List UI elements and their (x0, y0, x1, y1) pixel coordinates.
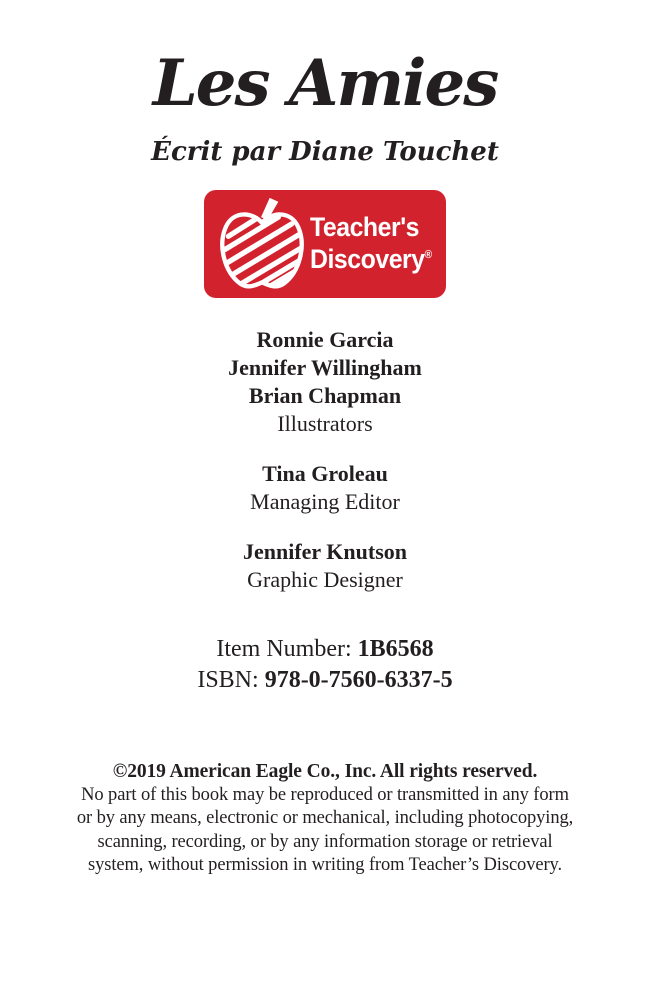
copyright-body-line: scanning, recording, or by any information storage or retrieval (97, 831, 553, 852)
copyright-notice (0, 760, 650, 878)
isbn-value: 978-0-7560-6337-5 (264, 667, 453, 693)
copyright-body-line: No part of this book may be reproduced or transmitted in any form (81, 784, 569, 805)
item-number-line (0, 634, 650, 665)
credit-block-graphic-designer (0, 538, 650, 594)
logo-word-discovery: Discovery® (310, 244, 433, 274)
credit-role: Graphic Designer (247, 567, 403, 592)
copyright-body-line: system, without permission in writing from Teacher’s Discovery. (87, 855, 562, 875)
author-line: Écrit par Diane Touchet (151, 137, 499, 167)
copyright-line: ©2019 American Eagle Co., Inc. All rights reserved. (112, 761, 538, 782)
item-number-label: Item Number: (216, 636, 352, 662)
isbn-label: ISBN: (197, 667, 259, 693)
credit-block-illustrators (0, 326, 650, 438)
credit-name: Tina Groleau (262, 461, 388, 486)
product-info (0, 634, 650, 696)
credit-name: Jennifer Willingham (228, 355, 422, 380)
credit-role: Illustrators (277, 411, 373, 436)
credits-section (0, 326, 650, 616)
registered-trademark-symbol: ® (424, 249, 433, 261)
book-title: Les Amies (152, 46, 498, 121)
credit-name: Ronnie Garcia (256, 327, 394, 352)
isbn-line (0, 665, 650, 696)
credit-name: Brian Chapman (248, 383, 402, 408)
logo-wordmark (310, 212, 432, 276)
teachers-discovery-logo (204, 190, 446, 298)
scribble-apple-icon (216, 196, 308, 292)
item-number-value: 1B6568 (357, 636, 434, 662)
logo-word-teachers: Teacher's (310, 212, 420, 243)
copyright-body-line: or by any means, electronic or mechanical, including photocopying, (76, 808, 574, 828)
credit-name: Jennifer Knutson (242, 539, 407, 564)
credit-block-managing-editor (0, 460, 650, 516)
credit-role: Managing Editor (250, 489, 400, 514)
